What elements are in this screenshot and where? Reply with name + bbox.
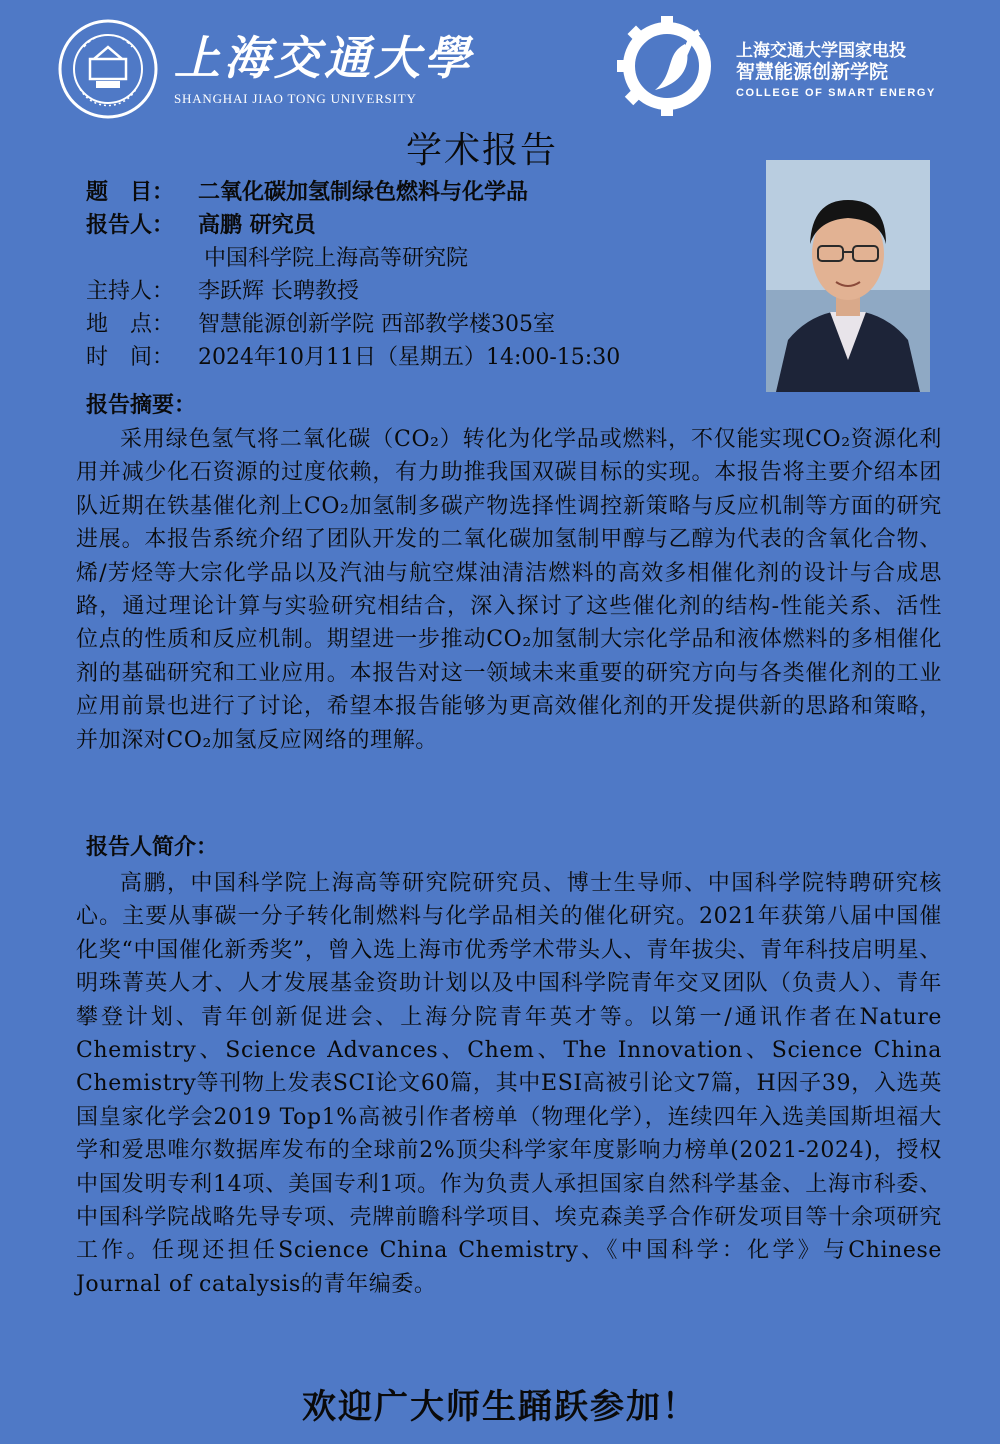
venue-row <box>86 308 756 341</box>
bio-text: 高鹏，中国科学院上海高等研究院研究员、博士生导师、中国科学院特聘研究核心。主要从事碳一分子转化制燃料与化学品相关的催化研究。2021年获第八届中国催化奖“中国催化新秀奖”，曾入选上海市优秀学术带头人、青年拔尖、青年科技启明星、明珠菁英人才、人才发展基金资助计划以及中国科学院青年交叉团队（负责人）、青年攀登计划、青年创新促进会、上海分院青年英才等。以第一/通讯作者在Nature Chemistry、Science Advances、Chem、The Innovation、Science China Chemistry等刊物上发表SCI论文60篇，其中ESI高被引论文7篇，H因子39，入选英国皇家化学会2019 Top1%高被引作者榜单（物理化学），连续四年入选美国斯坦福大学和爱思唯尔数据库发布的全球前2%顶尖科学家年度影响力榜单(2021-2024)，授权中国发明专利14项、美国专利1项。作为负责人承担国家自然科学基金、上海市科委、中国科学院战略先导专项、壳牌前瞻科学项目、埃克森美孚合作研发项目等十余项研究工作。任现还担任Science China Chemistry、《中国科学：化学》与Chinese Journal of catalysis的青年编委。 <box>76 871 942 1297</box>
college-gear-logo <box>615 14 719 118</box>
venue-label: 地 点： <box>86 312 175 337</box>
college-name-line1: 上海交通大学国家电投 <box>736 41 906 61</box>
topic-label: 题 目： <box>86 179 175 205</box>
topic-value: 二氧化碳加氢制绿色燃料与化学品 <box>198 179 529 205</box>
speaker-label: 报告人： <box>86 212 175 238</box>
speaker-affiliation: 中国科学院上海高等研究院 <box>204 246 469 271</box>
event-info <box>86 176 756 374</box>
abstract-heading: 报告摘要： <box>86 392 197 418</box>
time-label: 时 间： <box>86 345 175 370</box>
bio-heading: 报告人简介： <box>86 834 219 860</box>
sjtu-name-cn: 上海交通大學 <box>174 31 474 85</box>
college-name-line2: 智慧能源创新学院 <box>736 61 889 83</box>
affiliation-row <box>86 242 756 275</box>
speaker-value: 高鹏 研究员 <box>198 212 316 238</box>
venue-value: 智慧能源创新学院 西部教学楼305室 <box>198 312 555 337</box>
host-label: 主持人： <box>86 279 175 304</box>
time-value: 2024年10月11日（星期五）14:00-15:30 <box>198 345 621 370</box>
time-row <box>86 341 756 374</box>
poster-header <box>0 0 1000 120</box>
speaker-row <box>86 209 756 242</box>
speaker-photo <box>766 160 930 392</box>
college-name-en: COLLEGE OF SMART ENERGY <box>736 87 936 99</box>
host-row <box>86 275 756 308</box>
abstract-text: 采用绿色氢气将二氧化碳（CO₂）转化为化学品或燃料，不仅能实现CO₂资源化利用并减少化石资源的过度依赖，有力助推我国双碳目标的实现。本报告将主要介绍本团队近期在铁基催化剂上CO₂加氢制多碳产物选择性调控新策略与反应机制等方面的研究进展。本报告系统介绍了团队开发的二氧化碳加氢制甲醇与乙醇为代表的含氧化合物、烯/芳烃等大宗化学品以及汽油与航空煤油清洁燃料的高效多相催化剂的设计与合成思路，通过理论计算与实验研究相结合，深入探讨了这些催化剂的结构-性能关系、活性位点的性质和反应机制。期望进一步推动CO₂加氢制大宗化学品和液体燃料的多相催化剂的基础研究和工业应用。本报告对这一领域未来重要的研究方向与各类催化剂的工业应用前景也进行了讨论，希望本报告能够为更高效催化剂的开发提供新的思路和策略，并加深对CO₂加氢反应网络的理解。 <box>76 427 942 753</box>
closing-invitation: 欢迎广大师生踊跃参加！ <box>302 1387 698 1427</box>
topic-row <box>86 176 756 209</box>
sjtu-name-en: SHANGHAI JIAO TONG UNIVERSITY <box>174 91 417 106</box>
poster-title: 学术报告 <box>405 130 558 171</box>
sjtu-seal-logo <box>58 19 158 119</box>
host-value: 李跃辉 长聘教授 <box>198 279 359 304</box>
